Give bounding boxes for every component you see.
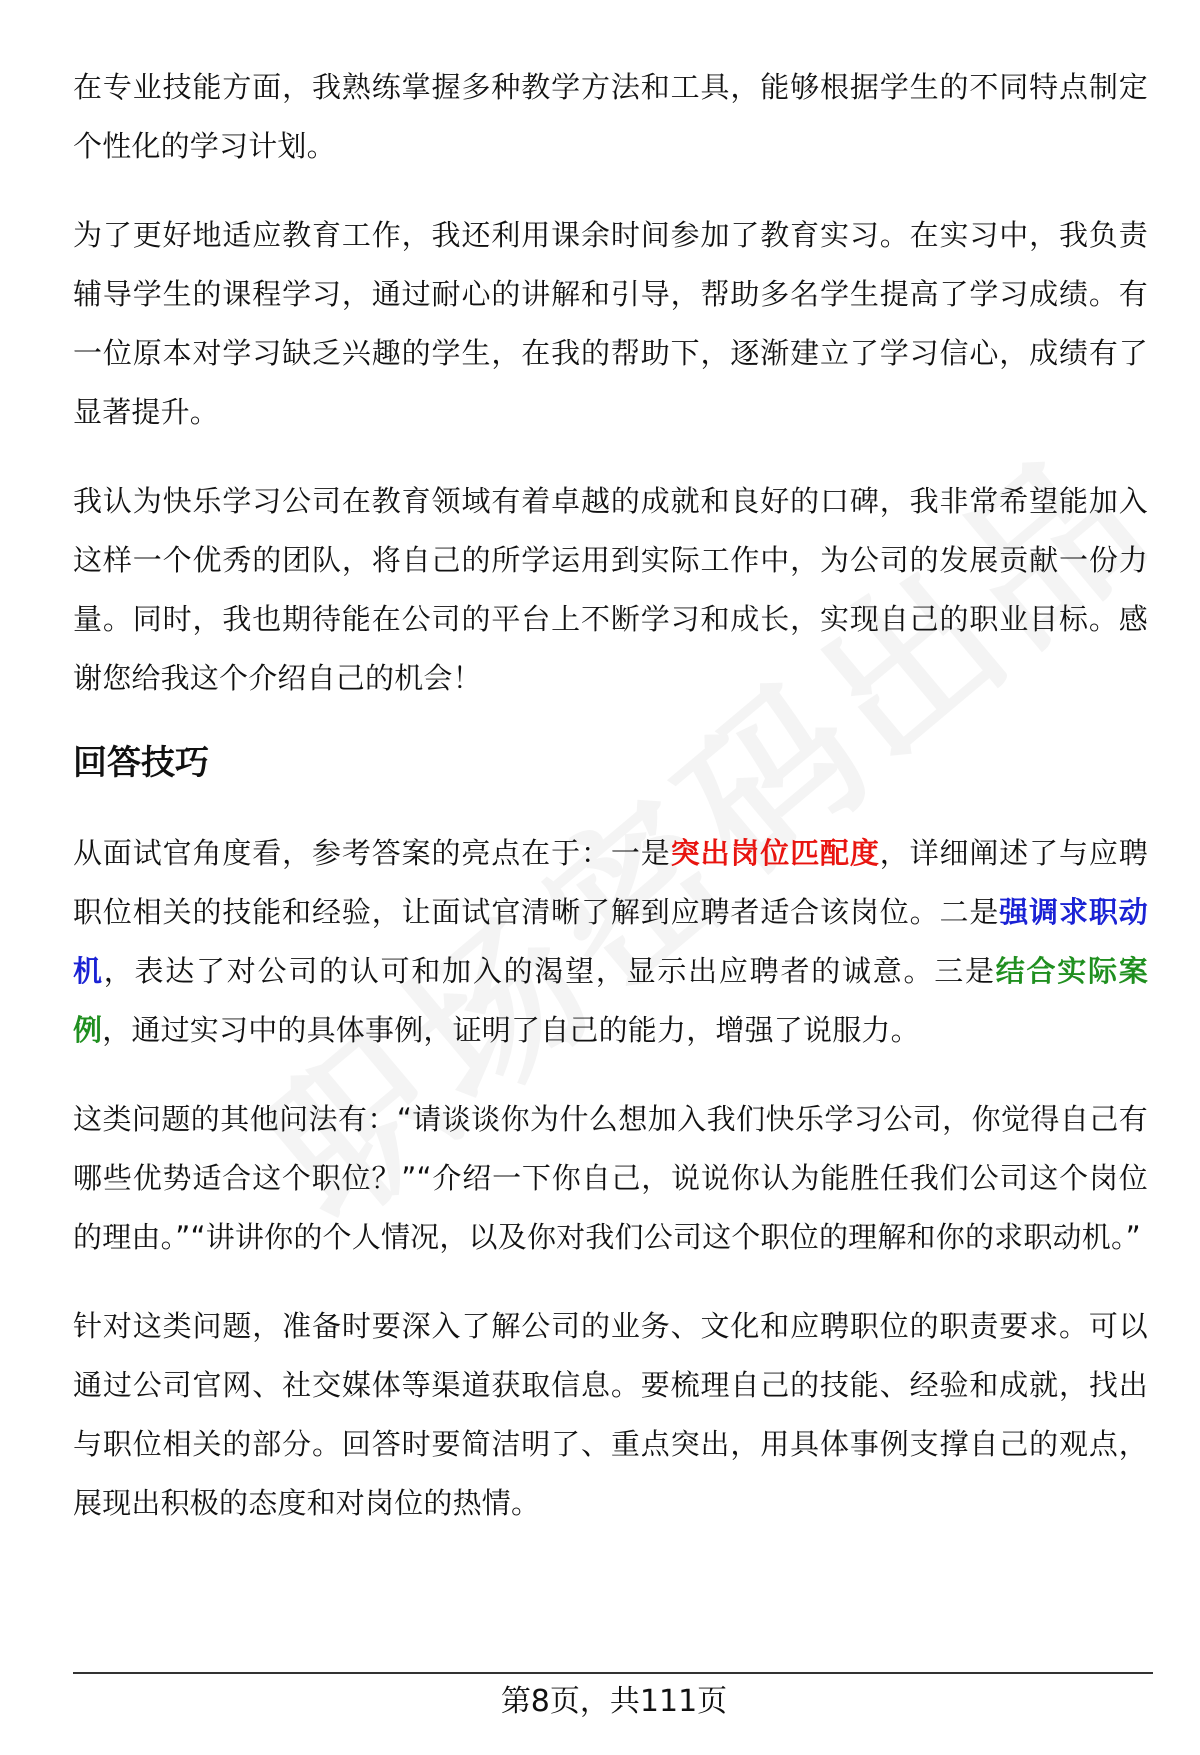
tips-intro: 从面试官角度看，参考答案的亮点在于：一是 [73,836,671,870]
highlight-job-fit: 突出岗位匹配度 [670,836,880,870]
tips-after-1: ，详细阐述了与应聘职位相关的技能和经验，让面试官清晰了解到应聘者适合该岗位。二是 [73,836,1148,929]
footer-divider [73,1672,1153,1674]
paragraph-skills: 在专业技能方面，我熟练掌握多种教学方法和工具，能够根据学生的不同特点制定个性化的学习计划。 [73,70,1148,163]
paragraph-tips [73,824,1148,1060]
paragraph-preparation: 针对这类问题，准备时要深入了解公司的业务、文化和应聘职位的职责要求。可以通过公司官网、社交媒体等渠道获取信息。要梳理自己的技能、经验和成就，找出与职位相关的部分。回答时要简洁明了、重点突出，用具体事例支撑自己的观点，展现出积极的态度和对岗位的热情。 [73,1309,1148,1520]
paragraph-other-questions: 这类问题的其他问法有：“请谈谈你为什么想加入我们快乐学习公司，你觉得自己有哪些优势适合这个职位？”“介绍一下你自己，说说你认为能胜任我们公司这个岗位的理由。”“讲讲你的个人情况，以及你对我们公司这个职位的理解和你的求职动机。” [73,1102,1148,1254]
tips-after-3: ，通过实习中的具体事例，证明了自己的能力，增强了说服力。 [102,1013,920,1047]
highlight-case: 结合实际案例 [73,954,1148,1047]
document-body [73,58,1148,1563]
paragraph-motivation: 我认为快乐学习公司在教育领域有着卓越的成就和良好的口碑，我非常希望能加入这样一个优秀的团队，将自己的所学运用到实际工作中，为公司的发展贡献一份力量。同时，我也期待能在公司的平台上不断学习和成长，实现自己的职业目标。感谢您给我这个介绍自己的机会！ [73,484,1148,695]
paragraph-internship: 为了更好地适应教育工作，我还利用课余时间参加了教育实习。在实习中，我负责辅导学生的课程学习，通过耐心的讲解和引导，帮助多名学生提高了学习成绩。有一位原本对学习缺乏兴趣的学生，在我的帮助下，逐渐建立了学习信心，成绩有了显著提升。 [73,218,1148,429]
highlight-motivation: 强调求职动机 [73,895,1148,988]
tips-after-2: ，表达了对公司的认可和加入的渴望，显示出应聘者的诚意。三是 [103,954,996,988]
page-number: 第8页，共111页 [500,1684,728,1719]
section-title: 回答技巧 [73,743,209,783]
